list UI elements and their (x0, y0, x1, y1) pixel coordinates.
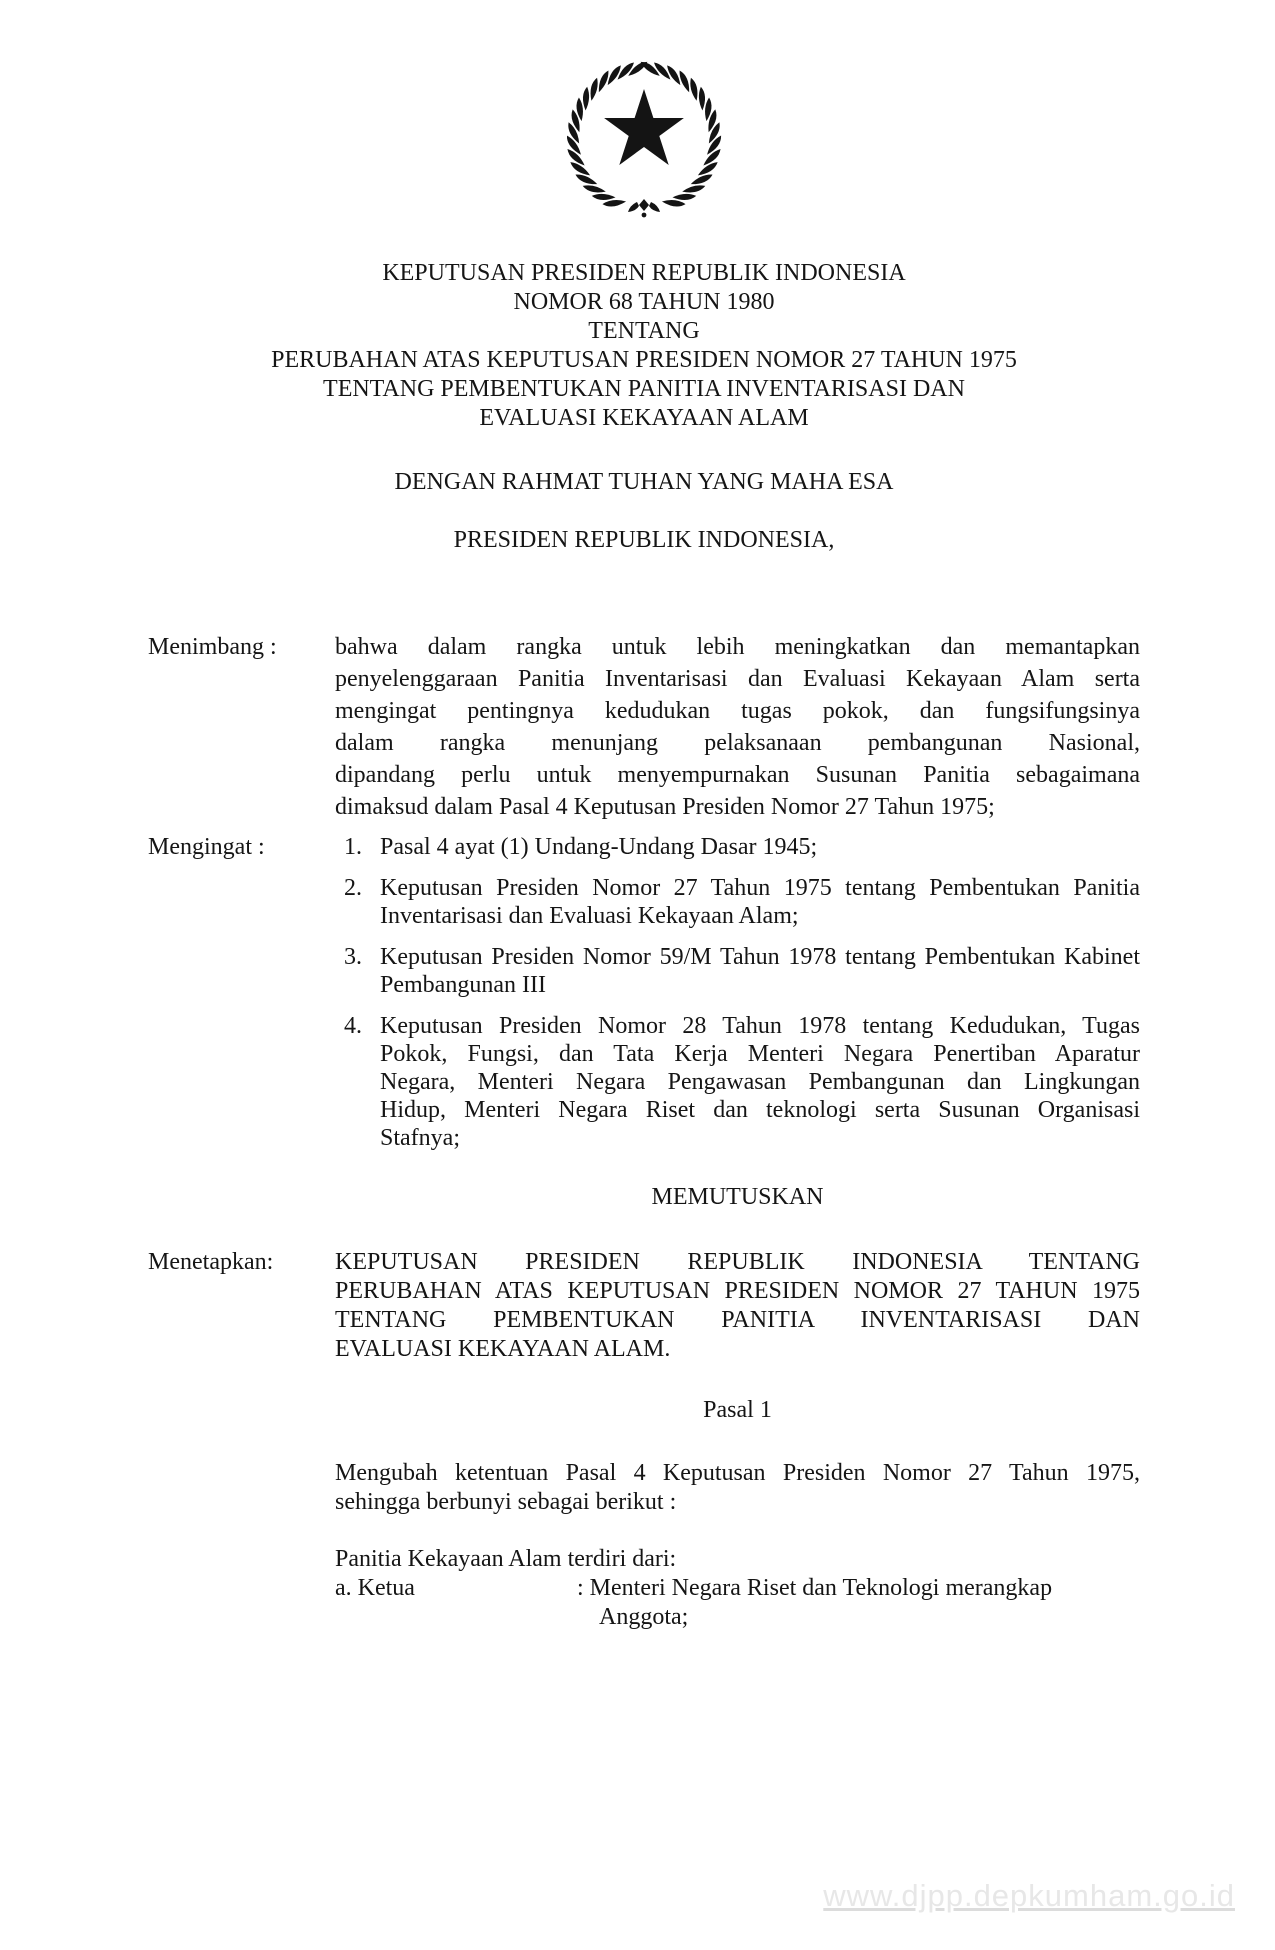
menetapkan-body: KEPUTUSAN PRESIDEN REPUBLIK INDONESIA TENTANG PERUBAHAN ATAS KEPUTUSAN PRESIDEN NOMOR 27 TAHUN 1975 TENTANG PEMBENTUKAN PANITIA INVENTARISASI DAN EVALUASI KEKAYAAN ALAM. (335, 1249, 1140, 1362)
item-number: 1. (344, 834, 362, 860)
decree-content (0, 55, 1275, 1632)
item-text: Pasal 4 ayat (1) Undang-Undang Dasar 1945; (380, 834, 818, 860)
pasal-1-intro: Panitia Kekayaan Alam terdiri dari: (335, 1546, 677, 1572)
pasal-1-paragraph: Mengubah ketentuan Pasal 4 Keputusan Presiden Nomor 27 Tahun 1975, sehingga berbunyi sebagai berikut : (335, 1460, 1140, 1515)
list-item (335, 833, 1140, 861)
menimbang-section (148, 631, 1140, 823)
list-item (335, 874, 1140, 930)
document-title: KEPUTUSAN PRESIDEN REPUBLIK INDONESIA NOMOR 68 TAHUN 1980 TENTANG PERUBAHAN ATAS KEPUTUSAN PRESIDEN NOMOR 27 TAHUN 1975 TENTANG PEMBENTUKAN PANITIA INVENTARISASI DAN EVALUASI KEKAYAAN ALAM (271, 260, 1017, 431)
list-item (335, 1012, 1140, 1152)
mengingat-label: Mengingat : (148, 834, 265, 860)
pasal-1-heading: Pasal 1 (703, 1397, 772, 1423)
ribbon-icon (628, 199, 660, 217)
entry-key: a. Ketua (335, 1575, 415, 1601)
memutuskan-heading: MEMUTUSKAN (651, 1184, 824, 1210)
entry-value-line2: Anggota; (599, 1604, 689, 1630)
item-number: 4. (344, 1013, 362, 1039)
ketua-entry (335, 1574, 1140, 1632)
item-number: 2. (344, 875, 362, 901)
presidential-emblem (567, 55, 722, 223)
motto-line: DENGAN RAHMAT TUHAN YANG MAHA ESA (394, 469, 894, 495)
item-number: 3. (344, 944, 362, 970)
star-icon (604, 89, 684, 165)
entry-value-line1: : Menteri Negara Riset dan Teknologi merangkap (577, 1575, 1053, 1601)
issuer-line: PRESIDEN REPUBLIK INDONESIA, (453, 527, 835, 553)
item-text: Keputusan Presiden Nomor 27 Tahun 1975 tentang Pembentukan Panitia Inventarisasi dan Evaluasi Kekayaan Alam; (380, 875, 1140, 929)
mengingat-list (335, 833, 1140, 1165)
list-item (335, 943, 1140, 999)
item-text: Keputusan Presiden Nomor 28 Tahun 1978 tentang Kedudukan, Tugas Pokok, Fungsi, dan Tata Kerja Menteri Negara Penertiban Aparatur Negara, Menteri Negara Pengawasan Pembangunan dan Lingkungan Hidup, Menteri Negara Riset dan teknologi serta Susunan Organisasi Stafnya; (380, 1013, 1140, 1151)
menimbang-body: bahwa dalam rangka untuk lebih meningkatkan dan memantapkan penyelenggaraan Panitia Inventarisasi dan Evaluasi Kekayaan Alam serta mengingat pentingnya kedudukan tugas pokok, dan fungsifungsinya dalam rangka menunjang pelaksanaan pembangunan Nasional, dipandang perlu untuk menyempurnakan Susunan Panitia sebagaimana dimaksud dalam Pasal 4 Keputusan Presiden Nomor 27 Tahun 1975; (335, 634, 1140, 820)
menetapkan-section (148, 1248, 1140, 1364)
mengingat-section (148, 833, 1140, 1165)
entry-value (577, 1574, 1140, 1632)
item-text: Keputusan Presiden Nomor 59/M Tahun 1978 tentang Pembentukan Kabinet Pembangunan III (380, 944, 1140, 998)
watermark-url: www.djpp.depkumham.go.id (823, 1878, 1235, 1913)
menetapkan-label: Menetapkan: (148, 1249, 274, 1275)
menimbang-label: Menimbang : (148, 634, 277, 660)
star-wreath-emblem-icon (567, 55, 722, 223)
